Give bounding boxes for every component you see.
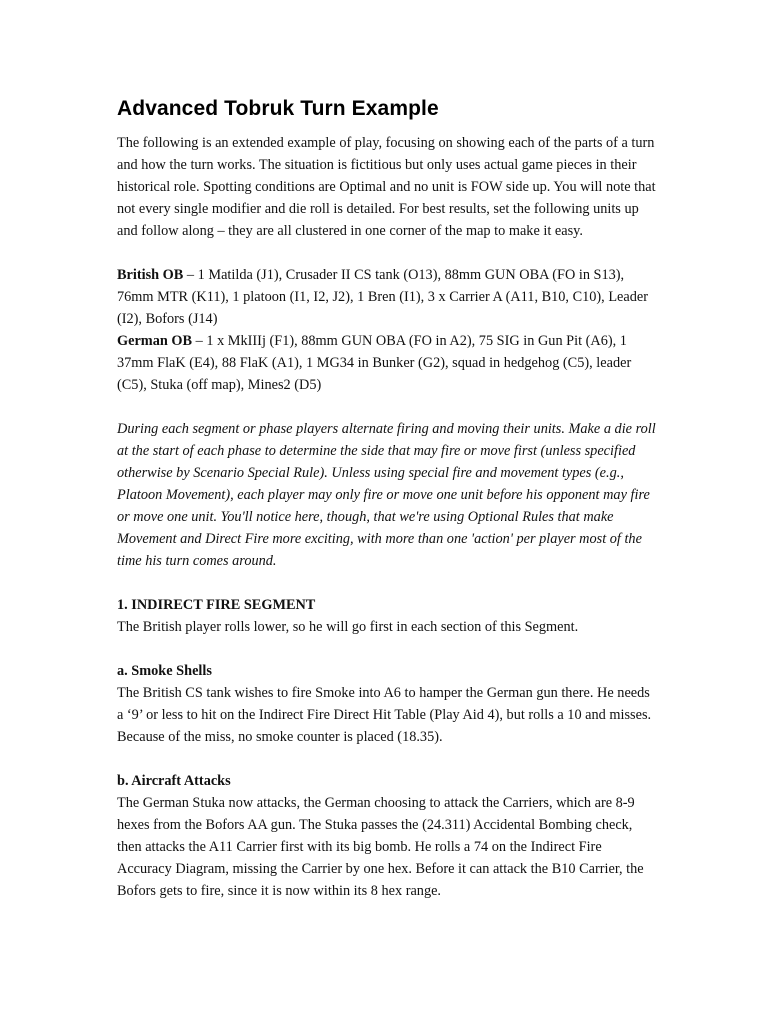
british-ob-text: – 1 Matilda (J1), Crusader II CS tank (O13), 88mm GUN OBA (FO in S13), 76mm MTR (K11), 1 platoon (I1, I2, J2), 1 Bren (I1), 3 x Carrier A (A11, B10, C10), Leader (I2), Bofors (J14) [117,267,649,327]
german-ob-label: German OB [117,333,193,349]
german-ob-text: – 1 x MkIIIj (F1), 88mm GUN OBA (FO in A2), 75 SIG in Gun Pit (A6), 1 37mm FlaK (E4), 88 FlaK (A1), 1 MG34 in Bunker (G2), squad in hedgehog (C5), leader (C5), Stuka (off map), Mines2 (D5) [117,333,632,393]
spacer [117,748,657,770]
british-ob-label: British OB [117,267,184,283]
segment-text: The British player rolls lower, so he will go first in each section of this Segment. [117,619,579,635]
british-ob-paragraph [117,264,657,330]
smoke-heading: a. Smoke Shells [117,663,212,679]
aircraft-text: The German Stuka now attacks, the German choosing to attack the Carriers, which are 8-9 hexes from the Bofors AA gun. The Stuka passes the (24.311) Accidental Bombing check, then attacks the A11 Carrier first with its big bomb. He rolls a 74 on the Indirect Fire Accuracy Diagram, missing the Carrier by one hex. Before it can attack the B10 Carrier, the Bofors gets to fire, since it is now within its 8 hex range. [117,795,644,899]
spacer [117,572,657,594]
german-ob-paragraph [117,330,657,396]
document-body [117,94,657,902]
spacer [117,242,657,264]
document-title: Advanced Tobruk Turn Example [117,97,439,120]
aircraft-heading: b. Aircraft Attacks [117,773,231,789]
smoke-text: The British CS tank wishes to fire Smoke into A6 to hamper the German gun there. He needs a ‘9’ or less to hit on the Indirect Fire Direct Hit Table (Play Aid 4), but rolls a 10 and misses. Because of the miss, no smoke counter is placed (18.35). [117,685,652,745]
intro-paragraph: The following is an extended example of play, focusing on showing each of the parts of a turn and how the turn works. The situation is fictitious but only uses actual game pieces in their historical role. Spotting conditions are Optimal and no unit is FOW side up. You will note that not every single modifier and die roll is detailed. For best results, set the following units up and follow along – they are all clustered in one corner of the map to make it easy. [117,135,656,239]
spacer [117,638,657,660]
spacer [117,396,657,418]
phase-rules-paragraph: During each segment or phase players alternate firing and moving their units. Make a die roll at the start of each phase to determine the side that may fire or move first (unless specified otherwise by Scenario Special Rule). Unless using special fire and movement types (e.g., Platoon Movement), each player may only fire or move one unit before his opponent may fire or move one unit. You'll notice here, though, that we're using Optional Rules that make Movement and Direct Fire more exciting, with more than one 'action' per player most of the time his turn comes around. [117,421,656,569]
segment-heading: 1. INDIRECT FIRE SEGMENT [117,597,316,613]
